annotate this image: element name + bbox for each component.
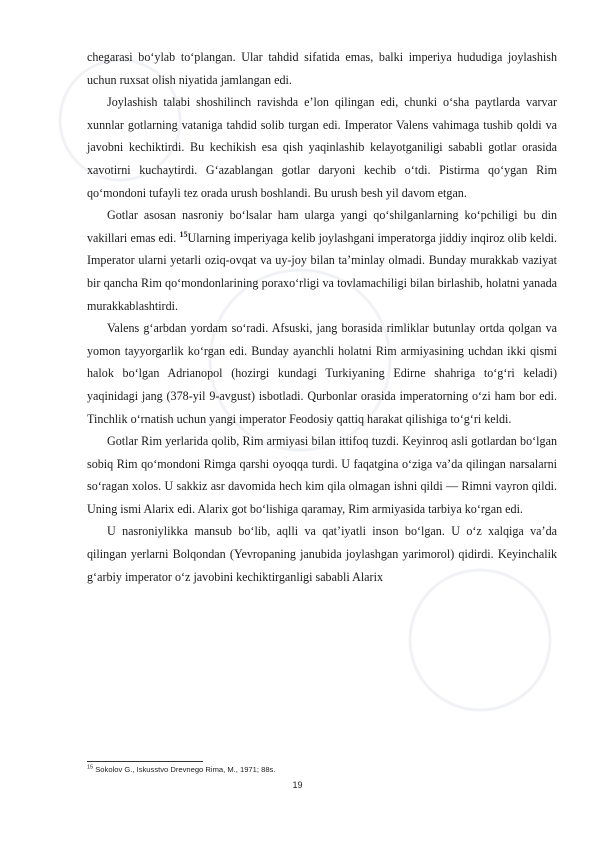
page-number: 19 <box>292 780 303 790</box>
paragraph-3-before: Gotlar asosan nasroniy bo‘lsalar ham ularga yangi qo‘shilganlarning ko‘pchiligi bu din vakillari emas edi. <box>87 208 557 245</box>
footnote-divider <box>87 761 203 762</box>
footnote-number: 15 <box>87 764 94 771</box>
footnote-ref[interactable]: 15 <box>179 229 188 239</box>
paragraph-2: Joylashish talabi shoshilinch ravishda e’lon qilingan edi, chunki o‘sha paytlarda varvar xunnlar gotlarning vataniga tahdid solib turgan edi. Imperator Valens vahimaga tushib qoldi va javobni kechiktirdi. Bu kechikish esa qish yaqinlashib kelayotganiligi sababli gotlar orasida xavotirni kuchaytirdi. G‘azablangan gotlar daryoni kechib o‘tdi. Pistirma qo‘ygan Rim qo‘mondoni tufayli tez orada urush boshlandi. Bu urush besh yil davom etgan. <box>87 95 557 200</box>
paragraph-6: U nasroniylikka mansub bo‘lib, aqlli va qat’iyatli inson bo‘lgan. U o‘z xalqiga va’da qilingan yerlarni Bolqondan (Yevropaning janubida joylashgan yarimorol) qidirdi. Keyinchalik g‘arbiy imperator o‘z javobini kechiktirganligi sababli Alarix <box>87 524 557 584</box>
document-body <box>87 46 557 588</box>
footnote-text: Sokolov G., Iskusstvo Drevnego Rima, M., 1971; 88s. <box>93 765 276 774</box>
paragraph-3-after: Ularning imperiyaga kelib joylashgani imperatorga jiddiy inqiroz olib keldi. Imperator ularni yetarli oziq-ovqat va uy-joy bilan ta’minlay olmadi. Bunday murakkab vaziyat bir qancha Rim qo‘mondonlarining poraxo‘rligi va tovlamachiligi bilan birlashib, holatni yanada murakkablashtirdi. <box>87 230 557 313</box>
paragraph-3 <box>87 204 557 317</box>
paragraph-4: Valens g‘arbdan yordam so‘radi. Afsuski, jang borasida rimliklar butunlay ortda qolgan va yomon tayyorgarlik ko‘rgan edi. Bunday ayanchli holatni Rim armiyasining uchdan ikki qismi halok bo‘lgan Adrianopol (hozirgi kundagi Turkiyaning Edirne shahriga to‘g‘ri keladi) yaqinidagi jang (378-yil 9-avgust) isbotladi. Qurbonlar orasida imperatorning o‘zi ham bor edi. Tinchlik o‘rnatish uchun yangi imperator Feodosiy qattiq harakat qilishiga to‘g‘ri keldi. <box>87 321 557 426</box>
paragraph-1: chegarasi bo‘ylab to‘plangan. Ular tahdid sifatida emas, balki imperiya hududiga joylashish uchun ruxsat olish niyatida jamlangan edi. <box>87 50 557 87</box>
paragraph-5: Gotlar Rim yerlarida qolib, Rim armiyasi bilan ittifoq tuzdi. Keyinroq asli gotlardan bo‘lgan sobiq Rim qo‘mondoni Rimga qarshi oyoqqa turdi. U faqatgina o‘ziga va’da qilingan narsalarni so‘ragan xolos. U sakkiz asr davomida hech kim qila olmagan ishni qildi — Rimni vayron qildi. Uning ismi Alarix edi. Alarix got bo‘lishiga qaramay, Rim armiyasida tarbiya ko‘rgan edi. <box>87 434 557 516</box>
footnote <box>87 765 275 774</box>
